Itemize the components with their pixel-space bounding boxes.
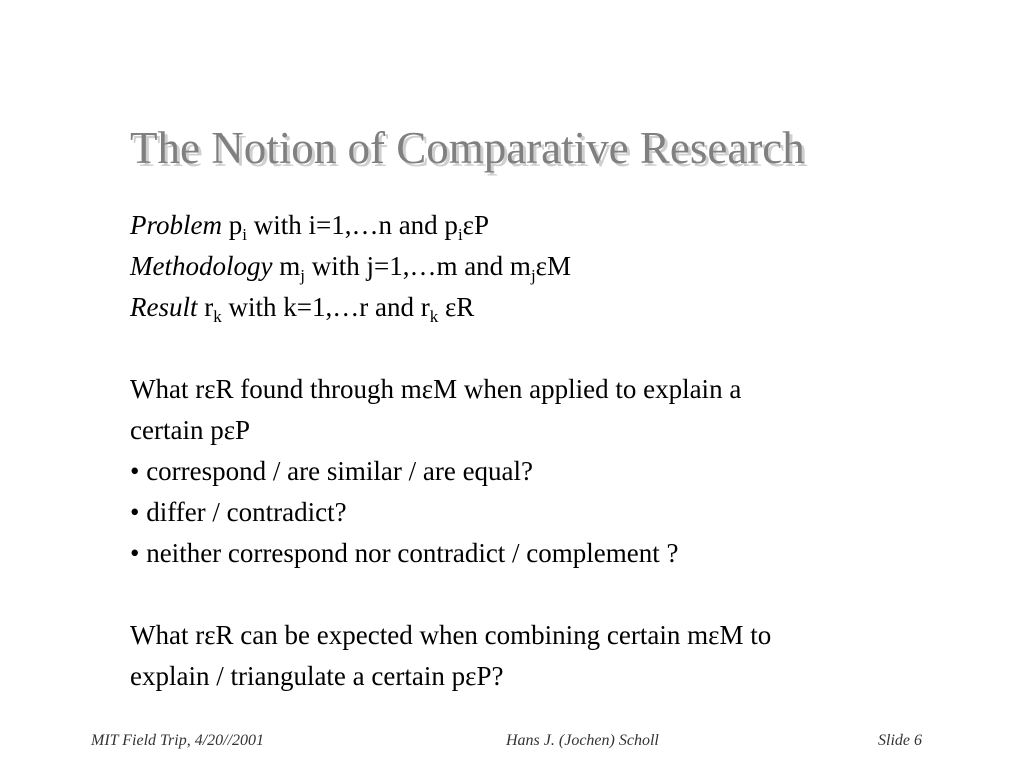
result-range: with k=1,…r and r	[228, 292, 430, 322]
methodology-range: with j=1,…m and m	[311, 251, 531, 281]
methodology-var: m	[279, 251, 301, 281]
bullet-item: • differ / contradict?	[130, 497, 347, 527]
result-var: r	[204, 292, 214, 322]
bullet-item: • neither correspond nor contradict / complement ?	[130, 538, 679, 568]
methodology-definition	[130, 246, 771, 287]
problem-definition	[130, 205, 771, 246]
question1-line1: What rεR found through mεM when applied to explain a	[130, 374, 742, 404]
problem-var: p	[228, 210, 243, 240]
problem-set: εP	[462, 210, 490, 240]
footer-event: MIT Field Trip, 4/20//2001	[91, 732, 265, 749]
problem-sub: i	[242, 225, 247, 244]
footer-author: Hans J. (Jochen) Scholl	[506, 732, 659, 749]
spacer	[130, 328, 771, 369]
slide-body	[130, 205, 771, 697]
question2-line2: explain / triangulate a certain pεP?	[130, 661, 504, 691]
question1-line2: certain pεP	[130, 415, 251, 445]
result-definition	[130, 287, 771, 328]
methodology-sub2: j	[530, 266, 536, 285]
question2-line1: What rεR can be expected when combining certain mεM to	[130, 620, 772, 650]
result-sub: k	[213, 307, 222, 326]
result-term: Result	[130, 292, 198, 322]
result-sub2: k	[429, 307, 439, 326]
methodology-term: Methodology	[130, 251, 273, 281]
bullet-item: • correspond / are similar / are equal?	[130, 456, 534, 486]
result-set: εR	[444, 292, 475, 322]
problem-range: with i=1,…n and p	[253, 210, 458, 240]
methodology-set: εM	[535, 251, 572, 281]
methodology-sub: j	[300, 266, 305, 285]
problem-sub2: i	[457, 225, 463, 244]
problem-term: Problem	[130, 210, 222, 240]
spacer	[130, 574, 771, 615]
footer-slide-number: Slide 6	[878, 732, 922, 749]
slide-title: The Notion of Comparative Research	[130, 123, 805, 173]
